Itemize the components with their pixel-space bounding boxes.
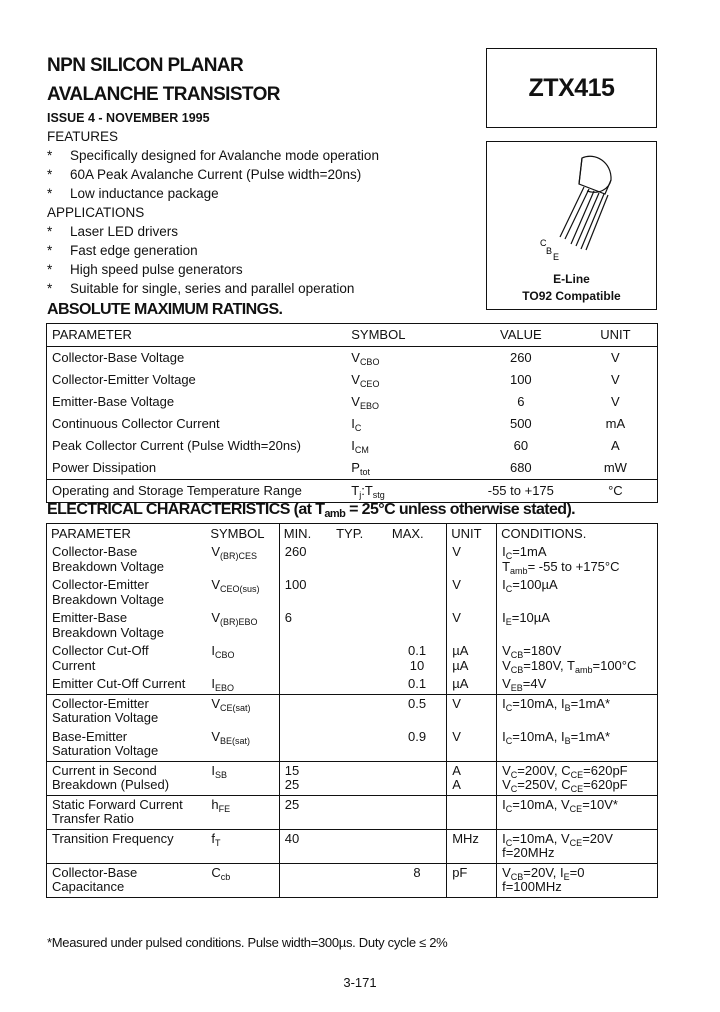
param-cell: Continuous Collector Current — [52, 416, 220, 431]
value-cell: 260 — [509, 350, 532, 365]
to92-package-drawing — [487, 142, 656, 267]
table-row: Emitter-Base Breakdown Voltage $V_{(BR)EBO}$ 6 V $I_E=10\mu A$ — [47, 609, 658, 642]
symbol-cell: $V_{CBO}$ — [351, 350, 380, 367]
value-cell: 6 — [517, 394, 525, 409]
pin-label-b: B — [546, 246, 553, 256]
package-name: E-Line — [553, 272, 590, 286]
unit-cell: mW — [603, 460, 627, 475]
table-row — [47, 391, 658, 413]
param-cell: Power Dissipation — [52, 460, 157, 475]
value-cell: -55 to +175 — [468, 480, 574, 503]
value-cell: 100 — [509, 372, 532, 387]
package-box — [486, 141, 657, 310]
ec-table — [46, 523, 658, 898]
part-number-box — [486, 48, 657, 128]
package-compat: TO92 Compatible — [522, 289, 621, 303]
unit-cell: V — [611, 394, 620, 409]
table-header-row — [47, 524, 658, 544]
pin-label-e: E — [553, 252, 560, 262]
amr-heading: ABSOLUTE MAXIMUM RATINGS. — [47, 301, 283, 318]
value-cell: 60 — [513, 438, 529, 453]
footnote: *Measured under pulsed conditions. Pulse width=300µs. Duty cycle ≤ 2% — [47, 935, 448, 950]
table-row: Transition Frequency $f_T$ 40 MHz $I_C=10mA$, $V_{CE}=20V$ f=20MHz — [47, 829, 658, 863]
table-row: Current in Second Breakdown (Pulsed) $I_{SB}$ 15 25 A A $V_C=200V$, $C_{CE}=620pF$ $V_C=250V$, $C_{CE}=620pF$ — [47, 761, 658, 795]
col-header: SYMBOL — [346, 324, 468, 347]
col-header: PARAMETER — [51, 526, 131, 541]
value-cell: 680 — [509, 460, 532, 475]
table-row: Static Forward Current Transfer Ratio $h_{FE}$ 25 $I_C=10mA$, $V_{CE}=10V*$ — [47, 795, 658, 829]
table-row: Base-Emitter Saturation Voltage $V_{BE(sat)}$ 0.9 V $I_C=10mA$, $I_B=1mA*$ — [47, 728, 658, 762]
symbol-cell: $I_C$ — [351, 416, 362, 433]
symbol-cell: $I_{CM}$ — [351, 438, 369, 455]
applications-list: * Laser LED drivers * Fast edge generation * High speed pulse generators * Suitable for single, series and parallel operation — [47, 224, 355, 296]
param-cell: Collector-Emitter Voltage — [52, 372, 196, 387]
features-list: * Specifically designed for Avalanche mode operation * 60A Peak Avalanche Current (Pulse width=20ns) * Low inductance package — [47, 148, 379, 201]
table-row: Collector-Base Breakdown Voltage $V_{(BR)CES}$ 260 V $I_C=1mA$ $T_{amb}= -55$ to +175°C — [47, 543, 658, 576]
title-line-1: NPN SILICON PLANAR — [47, 55, 244, 76]
col-header: SYMBOL — [210, 526, 265, 541]
table-row — [47, 457, 658, 480]
table-row: Collector-Emitter Saturation Voltage $V_{CE(sat)}$ 0.5 V $I_C=10mA$, $I_B=1mA*$ — [47, 694, 658, 728]
col-header: CONDITIONS. — [497, 524, 658, 544]
param-cell: Collector-Base Voltage — [52, 350, 185, 365]
table-row: Collector-Base Capacitance $C_{cb}$ 8 pF $V_{CB}=20V$, $I_E=0$ f=100MHz — [47, 863, 658, 897]
col-header: MIN. — [279, 524, 332, 544]
issue-line: ISSUE 4 - NOVEMBER 1995 — [47, 111, 210, 125]
symbol-cell: $V_{EBO}$ — [351, 394, 379, 411]
value-cell: 500 — [509, 416, 532, 431]
unit-cell: A — [611, 438, 620, 453]
title-line-2: AVALANCHE TRANSISTOR — [47, 84, 280, 105]
symbol-cell: $P_{tot}$ — [351, 460, 370, 477]
table-row: Emitter Cut-Off Current $I_{EBO}$ 0.1 µA $V_{EB}=4V$ — [47, 675, 658, 694]
table-row — [47, 347, 658, 370]
table-row — [47, 413, 658, 435]
table-row: Collector-Emitter Breakdown Voltage $V_{CEO(sus)}$ 100 V $I_C=100\mu A$ — [47, 576, 658, 609]
col-header: MAX. — [391, 526, 424, 541]
param-cell: Operating and Storage Temperature Range — [47, 480, 347, 503]
ec-heading: ELECTRICAL CHARACTERISTICS (at $T_{amb} = 25^\circ C$ unless otherwise stated). — [47, 501, 576, 520]
col-header: UNIT — [574, 324, 658, 347]
pin-label-c: C — [540, 238, 547, 248]
param-cell: Peak Collector Current (Pulse Width=20ns) — [52, 438, 301, 453]
table-row — [47, 480, 658, 503]
features-heading: FEATURES — [47, 129, 119, 144]
param-cell: Emitter-Base Voltage — [52, 394, 175, 409]
table-header-row — [47, 324, 658, 347]
unit-cell: mA — [605, 416, 626, 431]
table-row: Collector Cut-Off Current $I_{CBO}$ 0.1 10 µA µA $V_{CB}=180V$ $V_{CB}=180V$, $T_{amb}=100^\circ C$ — [47, 642, 658, 675]
table-row — [47, 369, 658, 391]
amr-table — [46, 323, 658, 503]
symbol-cell: $T_j:T_{stg}$ — [346, 480, 468, 503]
col-header: PARAMETER — [47, 324, 347, 347]
unit-cell: V — [611, 350, 620, 365]
unit-cell: °C — [574, 480, 658, 503]
col-header: TYP. — [336, 526, 364, 541]
col-header: UNIT — [447, 524, 497, 544]
table-row — [47, 435, 658, 457]
unit-cell: V — [611, 372, 620, 387]
col-header: VALUE — [468, 324, 574, 347]
part-number: ZTX415 — [528, 73, 615, 102]
applications-heading: APPLICATIONS — [47, 205, 145, 220]
symbol-cell: $V_{CEO}$ — [351, 372, 380, 389]
page-number: 3-171 — [343, 975, 377, 990]
